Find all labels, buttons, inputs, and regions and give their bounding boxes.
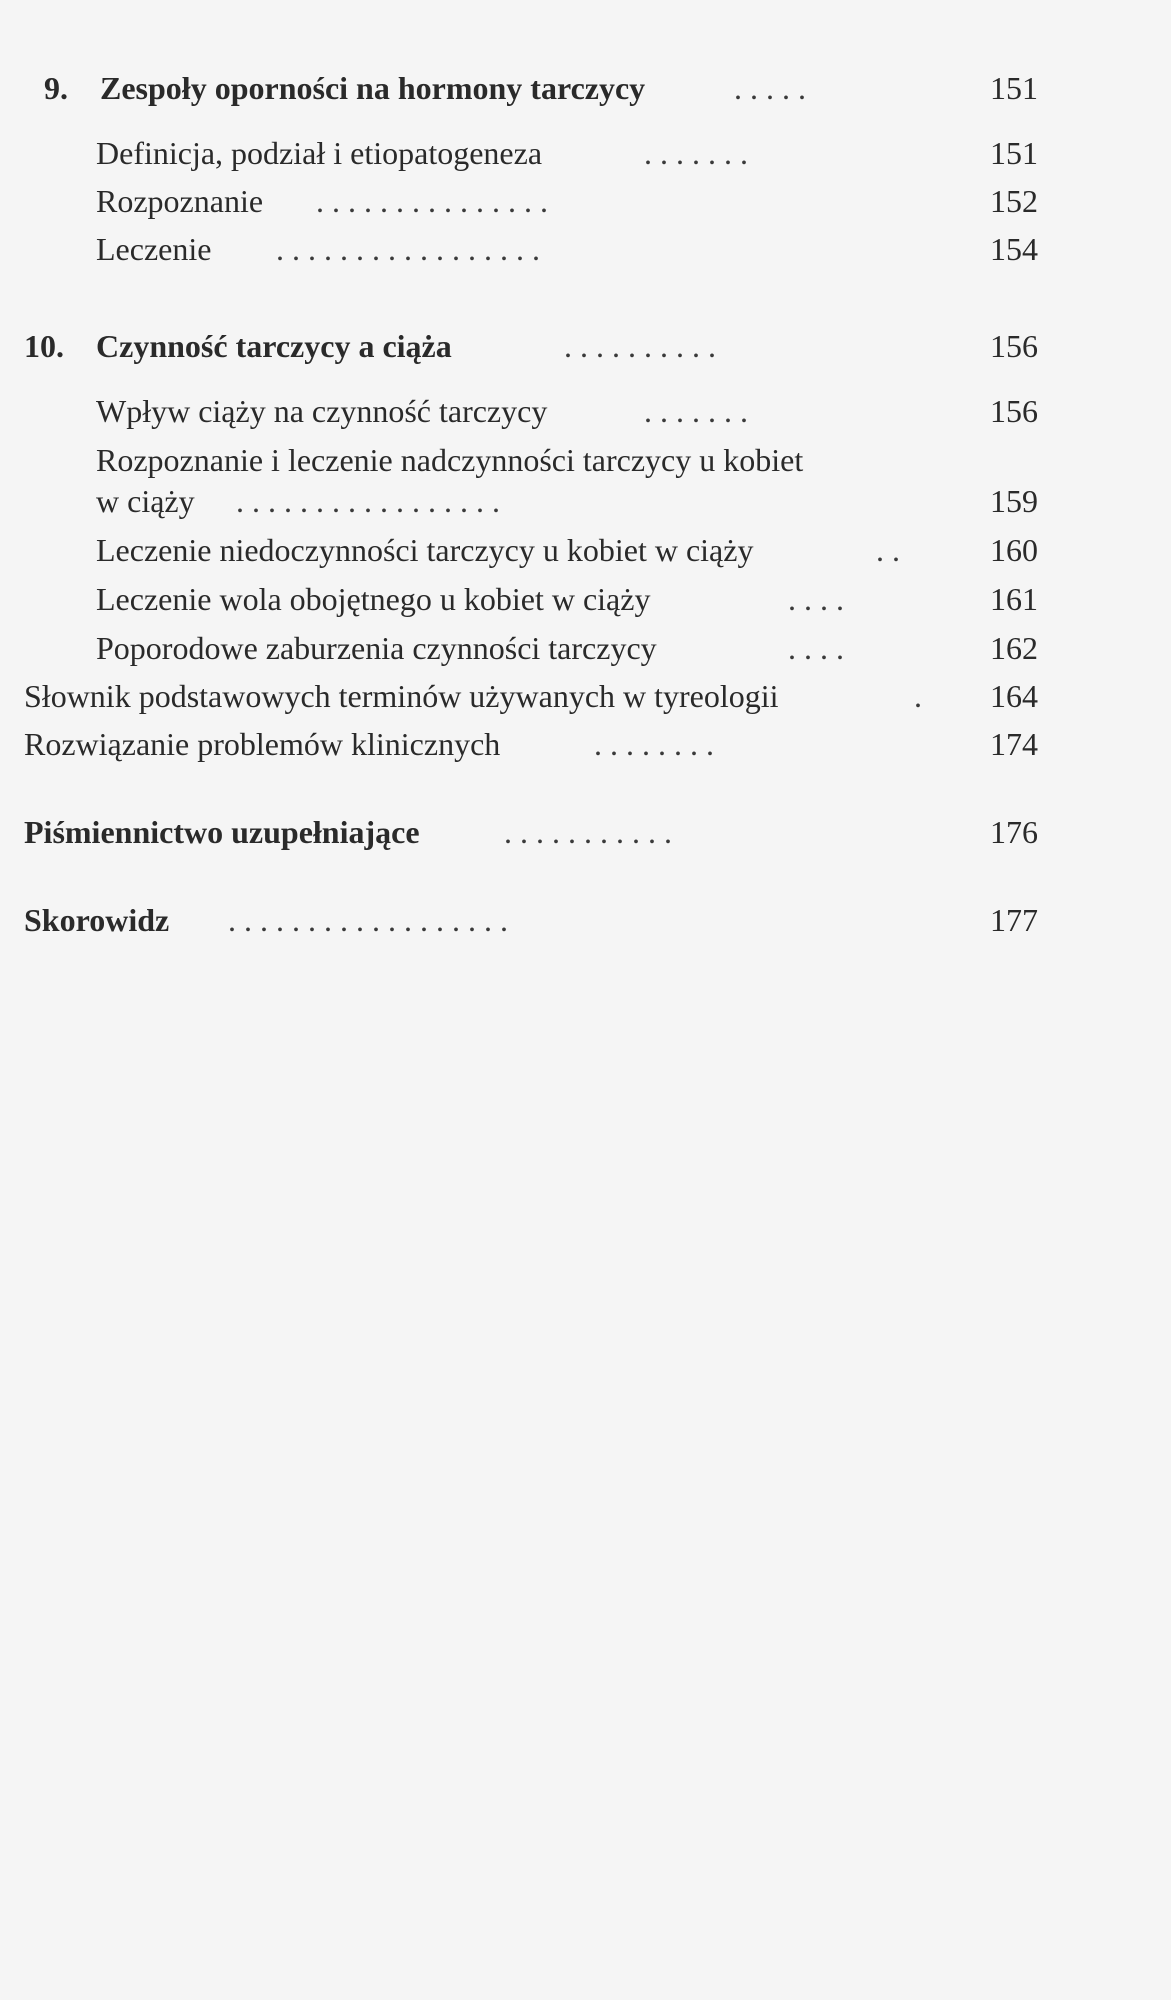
page-number: 160 [990,532,1038,568]
dot-leader: . . [876,532,900,568]
section-title: Leczenie niedoczynności tarczycy u kobiet w ciąży [96,532,754,568]
page-number: 159 [990,483,1038,519]
section-title: Rozpoznanie i leczenie nadczynności tarczycy u kobiet [96,442,804,478]
entry-title: Słownik podstawowych terminów używanych w tyreologii [24,678,779,714]
dot-leader: . . . . . . . . . . . . . . . . . [236,483,500,519]
entry-title: Skorowidz [24,902,170,938]
entry-title: Rozwiązanie problemów klinicznych [24,726,501,762]
section-title: Definicja, podział i etiopatogeneza [96,135,543,171]
page-number: 177 [990,902,1038,938]
page-number: 161 [990,581,1038,617]
page-number: 164 [990,678,1038,714]
dot-leader: . . . . [788,581,844,617]
page-number: 152 [990,183,1038,219]
dot-leader: . . . . . . . [644,393,748,429]
page-number: 162 [990,630,1038,666]
page-number: 156 [990,328,1038,364]
section-title: Leczenie [96,231,212,267]
dot-leader: . . . . . . . . . . . . . . . . . [276,231,540,267]
page-number: 151 [990,70,1038,106]
dot-leader: . [914,678,922,714]
section-title: Leczenie wola obojętnego u kobiet w ciąży [96,581,651,617]
section-title: Wpływ ciąży na czynność tarczycy [96,393,548,429]
chapter-title: Zespoły oporności na hormony tarczycy [100,70,646,106]
dot-leader: . . . . . [734,70,806,106]
page-number: 151 [990,135,1038,171]
dot-leader: . . . . . . . . . . . [504,814,672,850]
entry-title: Piśmiennictwo uzupełniające [24,814,420,850]
chapter-number: 10. [24,328,64,364]
section-title: Poporodowe zaburzenia czynności tarczycy [96,630,657,666]
page-number: 174 [990,726,1038,762]
dot-leader: . . . . . . . . . . . . . . . [316,183,548,219]
page-number: 176 [990,814,1038,850]
chapter-title: Czynność tarczycy a ciąża [96,328,452,364]
page-number: 154 [990,231,1038,267]
section-title-line2: w ciąży [96,483,195,519]
chapter-number: 9. [44,70,68,106]
dot-leader: . . . . . . . . . . [564,328,716,364]
dot-leader: . . . . [788,630,844,666]
dot-leader: . . . . . . . . . . . . . . . . . . [228,902,508,938]
page-number: 156 [990,393,1038,429]
dot-leader: . . . . . . . . [594,726,714,762]
section-title: Rozpoznanie [96,183,264,219]
dot-leader: . . . . . . . [644,135,748,171]
toc-section-multiline[interactable] [96,440,1096,522]
